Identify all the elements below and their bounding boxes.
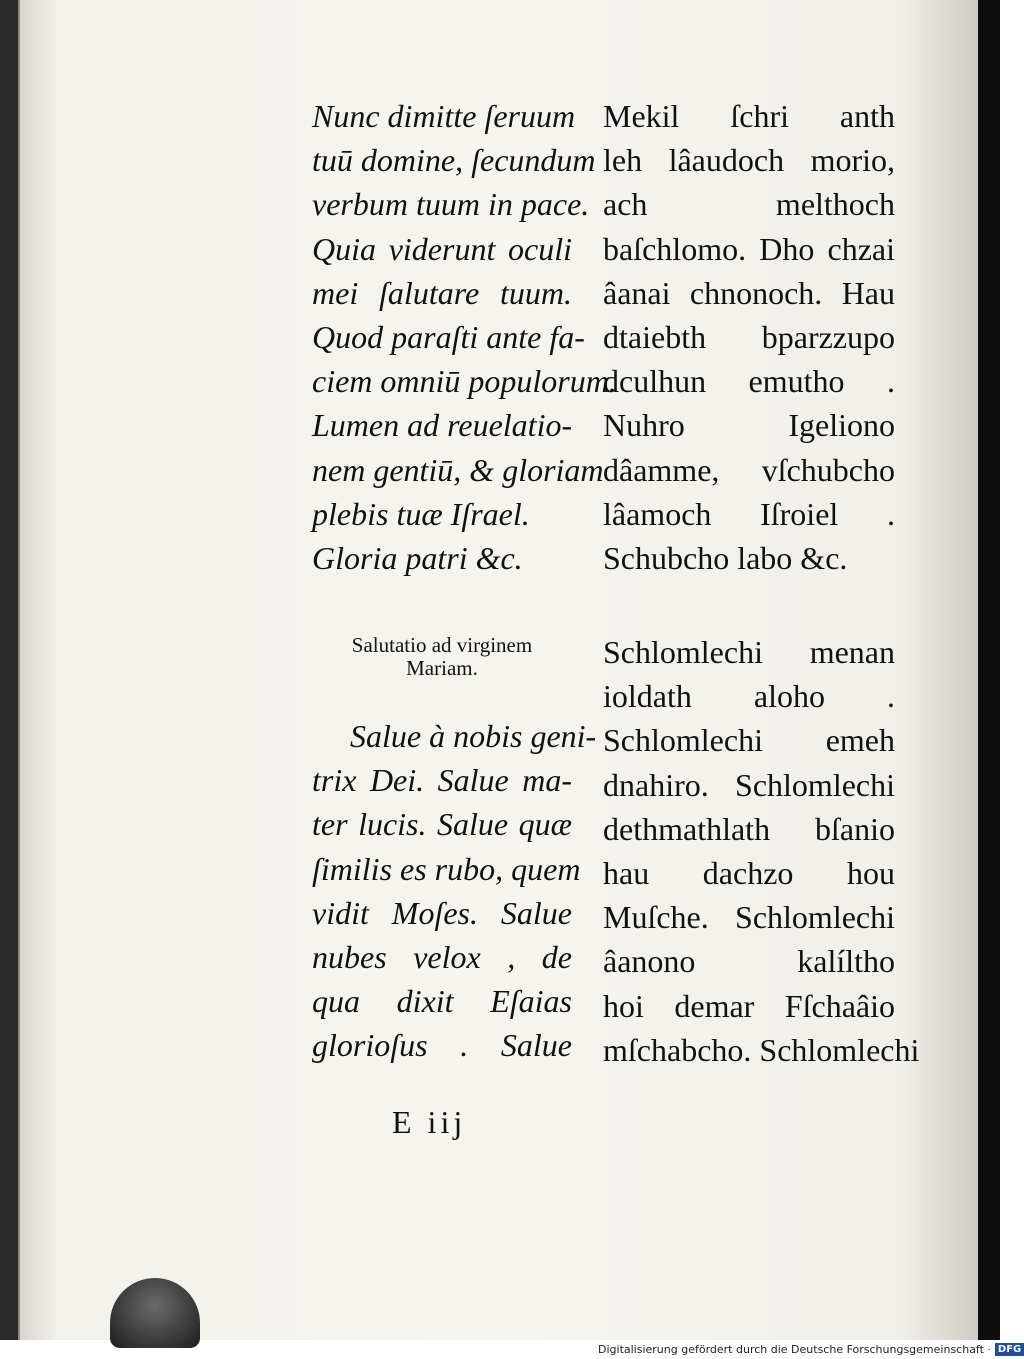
signature-mark: E iij: [392, 1104, 467, 1140]
latin-line: verbum tuum in pace.: [312, 186, 590, 223]
syriac-line: Mekil ſchri anth: [603, 98, 895, 134]
latin-line: plebis tuæ Iſrael.: [312, 495, 530, 532]
syriac-line: lâamoch Iſroiel .: [603, 495, 895, 532]
syriac-column-nunc-dimittis: [603, 94, 895, 580]
section-heading-line: Mariam.: [406, 656, 478, 680]
syriac-line: Schlomlechi emeh: [603, 722, 895, 759]
syriac-line: leh lâaudoch morio,: [603, 142, 895, 179]
syriac-line: Nuhro Igeliono: [603, 407, 895, 444]
latin-line: ſimilis es rubo, quem: [312, 850, 581, 887]
dfg-logo-icon: DFG: [995, 1343, 1024, 1356]
latin-line: ciem omniū populorum.: [312, 363, 617, 400]
footer-text: Digitalisierung gefördert durch die Deutsche Forschungsgemeinschaft ·: [598, 1343, 991, 1356]
latin-line: tuū domine, ſecundum: [312, 142, 596, 179]
syriac-line: Schubcho labo &c.: [603, 539, 848, 576]
syriac-line: dtaiebth bparzzupo: [603, 318, 895, 355]
section-heading-line: Salutatio ad virginem: [351, 633, 533, 657]
page-edge-shadow: [978, 0, 1000, 1340]
latin-line: mei ſalutare tuum.: [312, 274, 572, 311]
syriac-line: Schlomlechi menan: [603, 634, 895, 670]
digitization-footer: [598, 1343, 1024, 1356]
syriac-line: Muſche. Schlomlechi: [603, 899, 895, 936]
syriac-line: baſchlomo. Dho chzai: [603, 230, 895, 267]
latin-line: qua dixit Eſaias: [312, 983, 572, 1020]
section-heading: [312, 634, 572, 680]
latin-line: nem gentiū, & gloriam: [312, 451, 604, 488]
syriac-line: ioldath aloho .: [603, 678, 895, 715]
latin-line: ter lucis. Salue quæ: [312, 806, 572, 843]
syriac-line: dculhun emutho .: [603, 363, 895, 400]
latin-line: glorioſus . Salue: [312, 1027, 572, 1064]
latin-line: Nunc dimitte ſeruum: [312, 98, 576, 134]
latin-line: Salue à nobis geni-: [350, 718, 597, 754]
syriac-line: hoi demar Fſchaâio: [603, 987, 895, 1024]
latin-column-nunc-dimittis: [312, 94, 617, 580]
syriac-line: mſchabcho. Schlomlechi: [603, 1031, 920, 1068]
syriac-column-salutatio: [603, 630, 920, 1072]
latin-line: Lumen ad reuelatio-: [312, 407, 573, 444]
syriac-line: dâamme, vſchubcho: [603, 451, 895, 488]
latin-line: nubes velox , de: [312, 938, 572, 975]
syriac-line: dethmathlath bſanio: [603, 810, 895, 847]
latin-line: vidit Moſes. Salue: [312, 894, 572, 931]
latin-line: Quod paraſti ante fa-: [312, 318, 585, 355]
syriac-line: âanai chnonoch. Hau: [603, 274, 895, 311]
latin-line: Gloria patri &c.: [312, 539, 523, 576]
latin-line: trix Dei. Salue ma-: [312, 762, 572, 799]
syriac-line: ach melthoch: [603, 186, 895, 223]
syriac-line: âanono kalíltho: [603, 943, 895, 980]
syriac-line: dnahiro. Schlomlechi: [603, 766, 895, 803]
latin-column-salutatio: [312, 714, 597, 1068]
syriac-line: hau dachzo hou: [603, 854, 895, 891]
latin-line: Quia viderunt oculi: [312, 230, 572, 267]
